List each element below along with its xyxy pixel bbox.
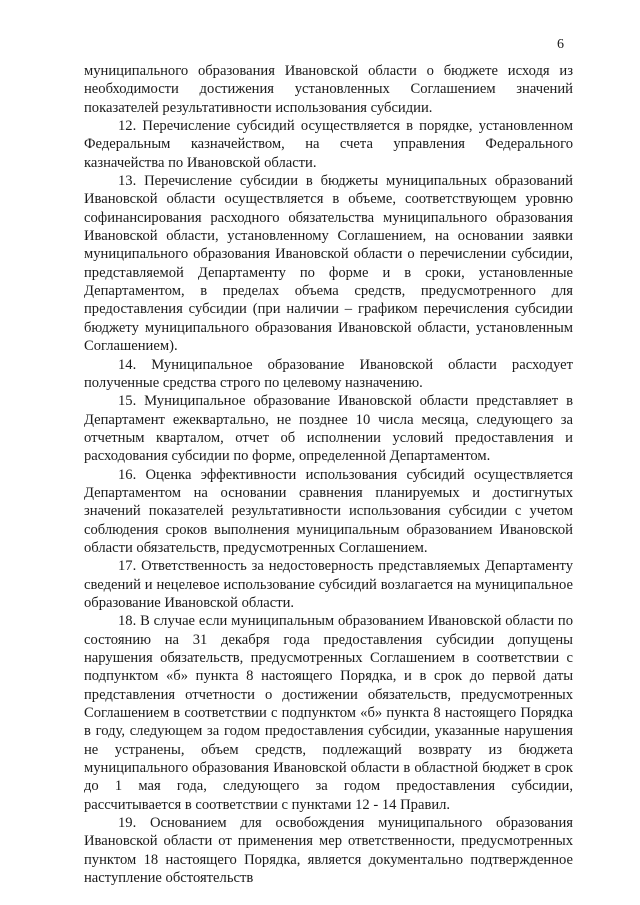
page-number: 6 bbox=[557, 37, 564, 52]
paragraph-17: 17. Ответственность за недостоверность представляемых Департаменту сведений и нецелевое использование субсидий возлагается на муниципальное образование Ивановской области. bbox=[84, 558, 573, 611]
paragraph-19: 19. Основанием для освобождения муниципального образования Ивановской области от применения мер ответственности, предусмотренных пунктом 18 настоящего Порядка, является документально подтвержденное наступление обстоятельств bbox=[84, 815, 573, 887]
paragraph-12: 12. Перечисление субсидий осуществляется в порядке, установленном Федеральным казначейством, на счета управления Федерального казначейства по Ивановской области. bbox=[84, 118, 573, 171]
paragraph-16: 16. Оценка эффективности использования субсидий осуществляется Департаментом на основании сравнения планируемых и достигнутых значений показателей результативности использования субсидии с учетом соблюдения сроков выполнения муниципальным образованием Ивановской области обязательств, предусмотренных Соглашением. bbox=[84, 466, 573, 556]
paragraph-15: 15. Муниципальное образование Ивановской области представляет в Департамент ежеквартально, не позднее 10 числа месяца, следующего за отчетным кварталом, отчет об исполнении условий предоставления и расходования субсидии по форме, определенной Департаментом. bbox=[84, 393, 573, 465]
document-body bbox=[84, 62, 573, 887]
paragraph-14: 14. Муниципальное образование Ивановской области расходует полученные средства строго по целевому назначению. bbox=[84, 356, 573, 391]
paragraph-18: 18. В случае если муниципальным образованием Ивановской области по состоянию на 31 декабря года предоставления субсидии допущены нарушения обязательств, предусмотренных Соглашением в соответствии с подпунктом «б» пункта 8 настоящего Порядка, и в срок до первой даты представления отчетности о достижении обязательств, предусмотренных Соглашением в соответствии с подпунктом «б» пункта 8 настоящего Порядка в году, следующем за годом предоставления субсидии, указанные нарушения не устранены, объем средств, подлежащий возврату из бюджета муниципального образования Ивановской области в областной бюджет в срок до 1 мая года, следующего за годом предоставления субсидии, рассчитывается в соответствии с пунктами 12 - 14 Правил. bbox=[84, 613, 573, 813]
paragraph-continuation: муниципального образования Ивановской области о бюджете исходя из необходимости достижения установленных Соглашением значений показателей результативности использования субсидии. bbox=[84, 63, 573, 116]
paragraph-13: 13. Перечисление субсидии в бюджеты муниципальных образований Ивановской области осуществляется в объеме, соответствующем уровню софинансирования расходного обязательства муниципального образования Ивановской области, установленному Соглашением, на основании заявки муниципального образования Ивановской области о перечислении субсидии, представляемой Департаменту по форме и в сроки, установленные Департаментом, в пределах объема средств, предусмотренного для предоставления субсидии (при наличии – графиком перечисления субсидии бюджету муниципального образования Ивановской области, установленным Соглашением). bbox=[84, 173, 573, 355]
